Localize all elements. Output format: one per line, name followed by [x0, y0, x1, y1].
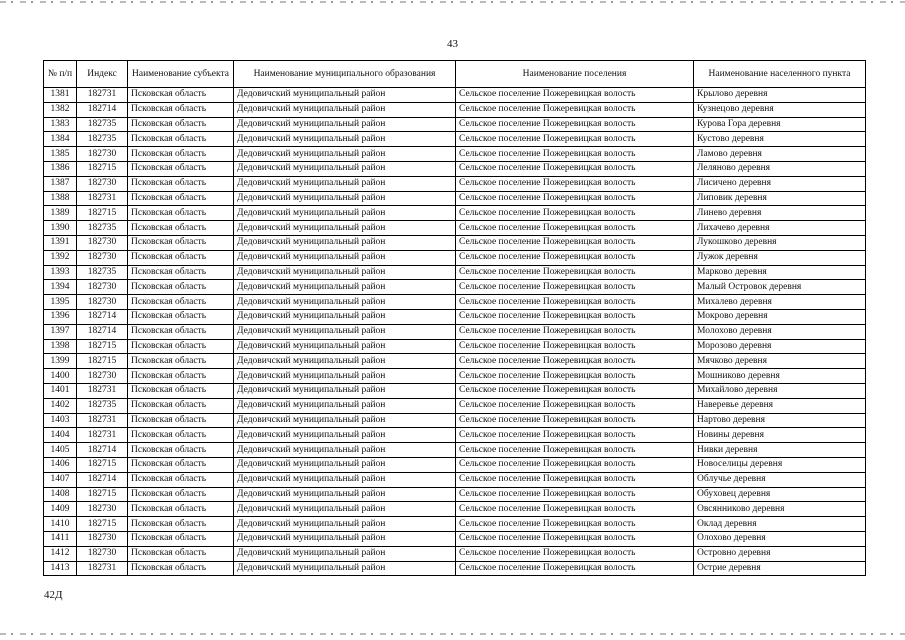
cell-subject: Псковская область [128, 147, 234, 162]
cell-index: 182735 [77, 117, 128, 132]
cell-municipality: Дедовичский муниципальный район [234, 561, 456, 576]
cell-subject: Псковская область [128, 235, 234, 250]
table-row [44, 487, 866, 502]
cell-num: 1394 [44, 280, 77, 295]
cell-municipality: Дедовичский муниципальный район [234, 428, 456, 443]
cell-num: 1401 [44, 383, 77, 398]
cell-locality: Лисичено деревня [694, 176, 866, 191]
cell-subject: Псковская область [128, 517, 234, 532]
cell-municipality: Дедовичский муниципальный район [234, 309, 456, 324]
cell-index: 182730 [77, 235, 128, 250]
cell-locality: Мокрово деревня [694, 309, 866, 324]
cell-num: 1387 [44, 176, 77, 191]
cell-settlement: Сельское поселение Пожеревицкая волость [456, 147, 694, 162]
cell-locality: Новоселицы деревня [694, 457, 866, 472]
scan-edge-top [0, 1, 905, 3]
cell-municipality: Дедовичский муниципальный район [234, 369, 456, 384]
cell-subject: Псковская область [128, 250, 234, 265]
table-row [44, 517, 866, 532]
cell-num: 1383 [44, 117, 77, 132]
table-row [44, 339, 866, 354]
cell-subject: Псковская область [128, 265, 234, 280]
cell-settlement: Сельское поселение Пожеревицкая волость [456, 309, 694, 324]
cell-subject: Псковская область [128, 324, 234, 339]
cell-locality: Нартово деревня [694, 413, 866, 428]
table-row [44, 132, 866, 147]
cell-municipality: Дедовичский муниципальный район [234, 280, 456, 295]
cell-settlement: Сельское поселение Пожеревицкая волость [456, 487, 694, 502]
cell-index: 182714 [77, 472, 128, 487]
cell-index: 182731 [77, 561, 128, 576]
cell-subject: Псковская область [128, 383, 234, 398]
cell-locality: Молохово деревня [694, 324, 866, 339]
table-row [44, 206, 866, 221]
cell-num: 1398 [44, 339, 77, 354]
cell-num: 1392 [44, 250, 77, 265]
table-row [44, 413, 866, 428]
cell-num: 1388 [44, 191, 77, 206]
cell-municipality: Дедовичский муниципальный район [234, 398, 456, 413]
header-index: Индекс [77, 61, 128, 88]
table-row [44, 280, 866, 295]
cell-settlement: Сельское поселение Пожеревицкая волость [456, 161, 694, 176]
cell-locality: Кузнецово деревня [694, 102, 866, 117]
cell-subject: Псковская область [128, 309, 234, 324]
cell-settlement: Сельское поселение Пожеревицкая волость [456, 221, 694, 236]
scan-edge-bottom [0, 633, 905, 635]
cell-municipality: Дедовичский муниципальный район [234, 147, 456, 162]
cell-index: 182730 [77, 295, 128, 310]
cell-index: 182730 [77, 280, 128, 295]
cell-municipality: Дедовичский муниципальный район [234, 531, 456, 546]
cell-num: 1407 [44, 472, 77, 487]
cell-index: 182730 [77, 250, 128, 265]
cell-subject: Псковская область [128, 221, 234, 236]
cell-municipality: Дедовичский муниципальный район [234, 472, 456, 487]
table-row [44, 457, 866, 472]
cell-municipality: Дедовичский муниципальный район [234, 413, 456, 428]
cell-settlement: Сельское поселение Пожеревицкая волость [456, 250, 694, 265]
cell-subject: Псковская область [128, 413, 234, 428]
cell-municipality: Дедовичский муниципальный район [234, 383, 456, 398]
cell-settlement: Сельское поселение Пожеревицкая волость [456, 88, 694, 103]
table-row [44, 221, 866, 236]
cell-locality: Нивки деревня [694, 443, 866, 458]
table-row [44, 250, 866, 265]
cell-index: 182731 [77, 413, 128, 428]
cell-num: 1381 [44, 88, 77, 103]
table-body [44, 88, 866, 576]
cell-locality: Наверевье деревня [694, 398, 866, 413]
cell-settlement: Сельское поселение Пожеревицкая волость [456, 339, 694, 354]
cell-municipality: Дедовичский муниципальный район [234, 546, 456, 561]
cell-index: 182714 [77, 309, 128, 324]
cell-municipality: Дедовичский муниципальный район [234, 117, 456, 132]
cell-settlement: Сельское поселение Пожеревицкая волость [456, 265, 694, 280]
table-row [44, 443, 866, 458]
cell-locality: Новины деревня [694, 428, 866, 443]
table-row [44, 398, 866, 413]
cell-subject: Псковская область [128, 531, 234, 546]
table-row [44, 161, 866, 176]
header-municipality: Наименование муниципального образования [234, 61, 456, 88]
cell-municipality: Дедовичский муниципальный район [234, 235, 456, 250]
cell-subject: Псковская область [128, 354, 234, 369]
cell-num: 1382 [44, 102, 77, 117]
table-row [44, 191, 866, 206]
cell-municipality: Дедовичский муниципальный район [234, 132, 456, 147]
cell-municipality: Дедовичский муниципальный район [234, 502, 456, 517]
cell-index: 182730 [77, 369, 128, 384]
cell-settlement: Сельское поселение Пожеревицкая волость [456, 561, 694, 576]
cell-locality: Мячково деревня [694, 354, 866, 369]
cell-num: 1409 [44, 502, 77, 517]
table-row [44, 309, 866, 324]
cell-index: 182735 [77, 221, 128, 236]
table-row [44, 531, 866, 546]
header-subject: Наименование субъекта [128, 61, 234, 88]
cell-settlement: Сельское поселение Пожеревицкая волость [456, 383, 694, 398]
table-row [44, 176, 866, 191]
cell-settlement: Сельское поселение Пожеревицкая волость [456, 413, 694, 428]
cell-settlement: Сельское поселение Пожеревицкая волость [456, 354, 694, 369]
cell-subject: Псковская область [128, 502, 234, 517]
cell-index: 182715 [77, 339, 128, 354]
table-row [44, 102, 866, 117]
cell-num: 1408 [44, 487, 77, 502]
cell-settlement: Сельское поселение Пожеревицкая волость [456, 117, 694, 132]
cell-index: 182731 [77, 383, 128, 398]
cell-subject: Псковская область [128, 88, 234, 103]
cell-municipality: Дедовичский муниципальный район [234, 354, 456, 369]
cell-index: 182735 [77, 265, 128, 280]
cell-num: 1386 [44, 161, 77, 176]
cell-locality: Лихачево деревня [694, 221, 866, 236]
cell-municipality: Дедовичский муниципальный район [234, 457, 456, 472]
cell-num: 1402 [44, 398, 77, 413]
cell-subject: Псковская область [128, 161, 234, 176]
cell-subject: Псковская область [128, 280, 234, 295]
cell-num: 1404 [44, 428, 77, 443]
cell-num: 1391 [44, 235, 77, 250]
cell-municipality: Дедовичский муниципальный район [234, 324, 456, 339]
page-number: 43 [447, 38, 458, 50]
cell-index: 182730 [77, 147, 128, 162]
cell-settlement: Сельское поселение Пожеревицкая волость [456, 102, 694, 117]
table-row [44, 546, 866, 561]
cell-num: 1411 [44, 531, 77, 546]
cell-num: 1399 [44, 354, 77, 369]
cell-num: 1393 [44, 265, 77, 280]
cell-subject: Псковская область [128, 546, 234, 561]
cell-subject: Псковская область [128, 457, 234, 472]
cell-settlement: Сельское поселение Пожеревицкая волость [456, 502, 694, 517]
table-row [44, 383, 866, 398]
cell-index: 182731 [77, 428, 128, 443]
cell-municipality: Дедовичский муниципальный район [234, 487, 456, 502]
cell-num: 1400 [44, 369, 77, 384]
cell-municipality: Дедовичский муниципальный район [234, 443, 456, 458]
table-row [44, 502, 866, 517]
cell-index: 182730 [77, 546, 128, 561]
cell-index: 182715 [77, 457, 128, 472]
cell-index: 182715 [77, 354, 128, 369]
cell-num: 1396 [44, 309, 77, 324]
cell-num: 1406 [44, 457, 77, 472]
cell-subject: Псковская область [128, 443, 234, 458]
cell-subject: Псковская область [128, 487, 234, 502]
cell-num: 1405 [44, 443, 77, 458]
cell-settlement: Сельское поселение Пожеревицкая волость [456, 443, 694, 458]
cell-subject: Псковская область [128, 398, 234, 413]
cell-municipality: Дедовичский муниципальный район [234, 265, 456, 280]
cell-settlement: Сельское поселение Пожеревицкая волость [456, 546, 694, 561]
cell-municipality: Дедовичский муниципальный район [234, 161, 456, 176]
cell-index: 182730 [77, 531, 128, 546]
header-num: № п/п [44, 61, 77, 88]
cell-index: 182714 [77, 324, 128, 339]
cell-settlement: Сельское поселение Пожеревицкая волость [456, 428, 694, 443]
cell-subject: Псковская область [128, 339, 234, 354]
cell-index: 182715 [77, 517, 128, 532]
cell-index: 182715 [77, 206, 128, 221]
cell-locality: Лужок деревня [694, 250, 866, 265]
cell-index: 182715 [77, 161, 128, 176]
table-row [44, 428, 866, 443]
cell-locality: Липовик деревня [694, 191, 866, 206]
cell-settlement: Сельское поселение Пожеревицкая волость [456, 369, 694, 384]
cell-subject: Псковская область [128, 102, 234, 117]
footer-code: 42Д [44, 589, 63, 601]
cell-settlement: Сельское поселение Пожеревицкая волость [456, 176, 694, 191]
cell-municipality: Дедовичский муниципальный район [234, 221, 456, 236]
cell-num: 1397 [44, 324, 77, 339]
cell-municipality: Дедовичский муниципальный район [234, 176, 456, 191]
cell-settlement: Сельское поселение Пожеревицкая волость [456, 206, 694, 221]
cell-subject: Псковская область [128, 295, 234, 310]
cell-index: 182731 [77, 191, 128, 206]
cell-subject: Псковская область [128, 176, 234, 191]
cell-index: 182730 [77, 176, 128, 191]
cell-locality: Малый Островок деревня [694, 280, 866, 295]
cell-index: 182731 [77, 88, 128, 103]
cell-locality: Кустово деревня [694, 132, 866, 147]
table-row [44, 265, 866, 280]
cell-locality: Мошниково деревня [694, 369, 866, 384]
table-row [44, 295, 866, 310]
header-settlement: Наименование поселения [456, 61, 694, 88]
cell-subject: Псковская область [128, 206, 234, 221]
cell-locality: Михайлово деревня [694, 383, 866, 398]
cell-locality: Лукошково деревня [694, 235, 866, 250]
cell-municipality: Дедовичский муниципальный район [234, 517, 456, 532]
cell-locality: Олохово деревня [694, 531, 866, 546]
cell-municipality: Дедовичский муниципальный район [234, 191, 456, 206]
cell-subject: Псковская область [128, 561, 234, 576]
cell-num: 1410 [44, 517, 77, 532]
cell-locality: Оклад деревня [694, 517, 866, 532]
cell-settlement: Сельское поселение Пожеревицкая волость [456, 531, 694, 546]
cell-index: 182714 [77, 102, 128, 117]
cell-locality: Крылово деревня [694, 88, 866, 103]
table-row [44, 117, 866, 132]
cell-municipality: Дедовичский муниципальный район [234, 88, 456, 103]
cell-settlement: Сельское поселение Пожеревицкая волость [456, 457, 694, 472]
cell-index: 182730 [77, 502, 128, 517]
cell-num: 1390 [44, 221, 77, 236]
cell-num: 1413 [44, 561, 77, 576]
table-row [44, 88, 866, 103]
cell-num: 1385 [44, 147, 77, 162]
cell-settlement: Сельское поселение Пожеревицкая волость [456, 191, 694, 206]
cell-subject: Псковская область [128, 191, 234, 206]
cell-municipality: Дедовичский муниципальный район [234, 102, 456, 117]
cell-settlement: Сельское поселение Пожеревицкая волость [456, 132, 694, 147]
table-row [44, 369, 866, 384]
cell-index: 182735 [77, 398, 128, 413]
cell-num: 1395 [44, 295, 77, 310]
cell-num: 1412 [44, 546, 77, 561]
cell-num: 1389 [44, 206, 77, 221]
cell-settlement: Сельское поселение Пожеревицкая волость [456, 235, 694, 250]
header-locality: Наименование населенного пункта [694, 61, 866, 88]
cell-subject: Псковская область [128, 369, 234, 384]
cell-num: 1403 [44, 413, 77, 428]
cell-settlement: Сельское поселение Пожеревицкая волость [456, 398, 694, 413]
cell-locality: Овсянниково деревня [694, 502, 866, 517]
cell-settlement: Сельское поселение Пожеревицкая волость [456, 324, 694, 339]
cell-settlement: Сельское поселение Пожеревицкая волость [456, 472, 694, 487]
table-row [44, 472, 866, 487]
cell-index: 182714 [77, 443, 128, 458]
cell-locality: Острие деревня [694, 561, 866, 576]
cell-municipality: Дедовичский муниципальный район [234, 250, 456, 265]
cell-locality: Морозово деревня [694, 339, 866, 354]
cell-settlement: Сельское поселение Пожеревицкая волость [456, 280, 694, 295]
cell-locality: Марково деревня [694, 265, 866, 280]
table-header-row [44, 61, 866, 88]
cell-municipality: Дедовичский муниципальный район [234, 339, 456, 354]
cell-locality: Леляново деревня [694, 161, 866, 176]
cell-settlement: Сельское поселение Пожеревицкая волость [456, 295, 694, 310]
cell-index: 182715 [77, 487, 128, 502]
table-row [44, 561, 866, 576]
table-row [44, 235, 866, 250]
cell-subject: Псковская область [128, 132, 234, 147]
table-row [44, 324, 866, 339]
cell-locality: Островно деревня [694, 546, 866, 561]
cell-settlement: Сельское поселение Пожеревицкая волость [456, 517, 694, 532]
cell-locality: Ламово деревня [694, 147, 866, 162]
cell-num: 1384 [44, 132, 77, 147]
cell-locality: Облучье деревня [694, 472, 866, 487]
table-row [44, 147, 866, 162]
cell-subject: Псковская область [128, 428, 234, 443]
table-row [44, 354, 866, 369]
cell-locality: Курова Гора деревня [694, 117, 866, 132]
cell-index: 182735 [77, 132, 128, 147]
cell-subject: Псковская область [128, 117, 234, 132]
cell-locality: Обуховец деревня [694, 487, 866, 502]
cell-locality: Михалево деревня [694, 295, 866, 310]
cell-locality: Линево деревня [694, 206, 866, 221]
cell-municipality: Дедовичский муниципальный район [234, 206, 456, 221]
cell-subject: Псковская область [128, 472, 234, 487]
cell-municipality: Дедовичский муниципальный район [234, 295, 456, 310]
registry-table [43, 60, 866, 576]
